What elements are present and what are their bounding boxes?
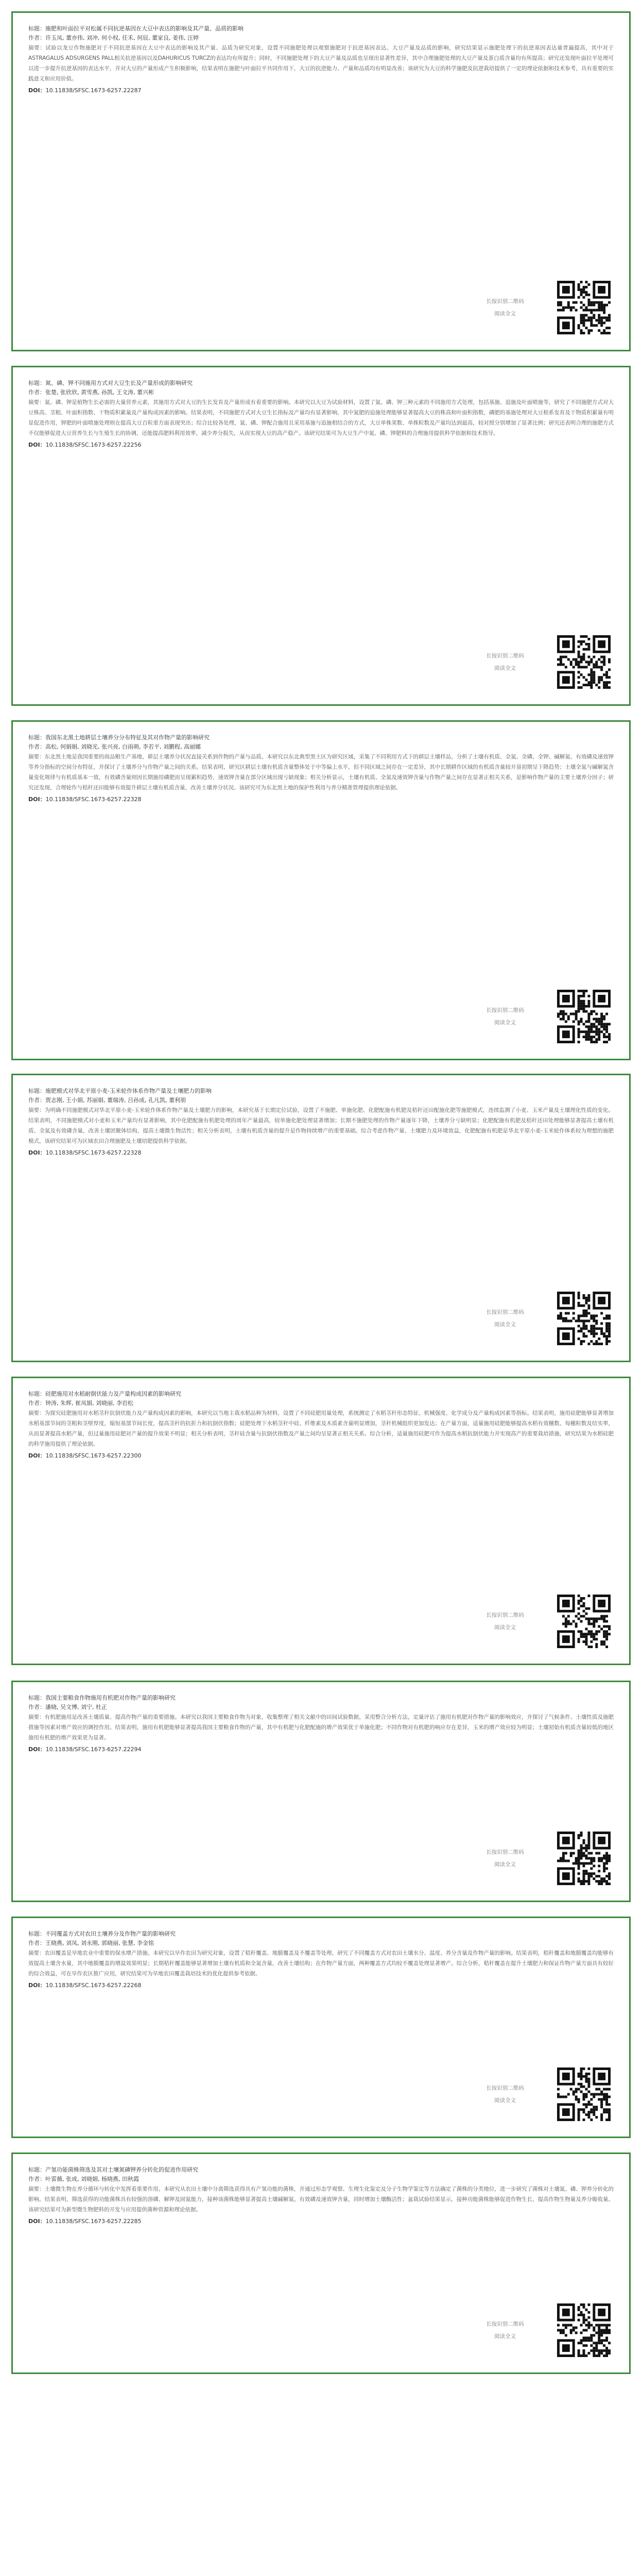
article-authors <box>28 388 614 397</box>
doi-label: DOI： <box>28 1149 46 1156</box>
article-content <box>28 1087 614 1158</box>
article-authors <box>28 1939 614 1948</box>
qr-caption <box>482 1609 528 1634</box>
title-text: 不同覆盖方式对农田土壤养分及作物产量的影响研究 <box>45 1930 176 1937</box>
article-doi[interactable] <box>28 2217 614 2226</box>
article-card-7 <box>11 1917 631 2138</box>
article-abstract: 摘要：农田覆盖是旱地农业中重要的保水增产措施。本研究以旱作农田为研究对象，设置了秸秆覆盖、地膜覆盖及不覆盖等处理，研究了不同覆盖方式对农田土壤水分、温度、养分含量及作物产量的影响。结果表明，秸秆覆盖和地膜覆盖均能够有效提高土壤含水量，其中地膜覆盖的增温效果明显；长期秸秆覆盖能够显著增加土壤有机质和全氮含量，改善土壤结构；在作物产量方面，两种覆盖方式均较不覆盖处理显著增产。综合分析，秸秆覆盖在提升土壤肥力和保证作物产量方面具有较好的综合效益，可在旱作农区推广应用，研究结果可为旱地农田覆盖栽培技术的优化提供参考依据。 <box>28 1950 614 1977</box>
doi-text: 10.11838/SFSC.1673-6257.22328 <box>45 1149 142 1156</box>
qr-scan-text: 长按识别二维码 <box>486 2085 524 2091</box>
doi-label: DOI： <box>28 442 46 448</box>
qr-read-text: 阅读全文 <box>494 2333 516 2340</box>
qr-caption <box>482 2318 528 2343</box>
qr-area <box>482 2303 611 2360</box>
qr-scan-text: 长按识别二维码 <box>486 653 524 659</box>
doi-text: 10.11838/SFSC.1673-6257.22294 <box>45 1746 142 1753</box>
doi-label: DOI： <box>28 87 46 94</box>
authors-label: 作者： <box>28 1400 45 1406</box>
title-text: 施肥模式对华北平原小麦-玉米轮作体系作物产量及土壤肥力的影响 <box>45 1088 212 1094</box>
doi-label: DOI： <box>28 2218 46 2225</box>
article-authors <box>28 1703 614 1712</box>
article-doi[interactable] <box>28 1745 614 1754</box>
article-content <box>28 24 614 95</box>
qr-code-icon[interactable] <box>557 1292 611 1345</box>
doi-text: 10.11838/SFSC.1673-6257.22300 <box>45 1452 142 1459</box>
qr-code-icon[interactable] <box>557 635 611 689</box>
authors-label: 作者： <box>28 2176 45 2182</box>
article-abstract: 摘要：有机肥施用是改善土壤质量、提高作物产量的重要措施。本研究以我国主要粮食作物为对象，收集整理了相关文献中的田间试验数据，采用整合分析方法，定量评估了施用有机肥对作物产量的影响效应，并探讨了气候条件、土壤性质及施肥措施等因素对增产效应的调控作用。结果表明，施用有机肥能够显著提高我国主要粮食作物的产量，其中有机肥与化肥配施的增产效果优于单施化肥；不同作物对有机肥的响应存在差异，玉米的增产效应较为明显；土壤初始有机质含量较低的地区施用有机肥的增产效果更为显著。 <box>28 1714 614 1741</box>
qr-caption <box>482 1846 528 1871</box>
qr-scan-text: 长按识别二维码 <box>486 1007 524 1013</box>
authors-text: 贾志刚, 王小娟, 苏丽娟, 董瑞涛, 吕孙成, 孔凡凯, 董利朋 <box>45 1097 186 1104</box>
qr-caption <box>482 650 528 674</box>
title-label: 标题： <box>28 1391 45 1397</box>
article-doi[interactable] <box>28 440 614 450</box>
article-abstract: 摘要：试验以龙豆作物施肥对于不同抗逆基因在大豆中表达的影响及其产量、品质为研究对象，设置不同施肥处理以观察施肥对于抗逆基因表达、大豆产量及品质的影响，研究结果显示施肥处理下的抗逆基因表达量普遍提高，其中对于ASTRAGALUS ADSURGENS PALL相关抗逆基因以及DAHURICUS TURCZ的表达均有所提升；同时，不同施肥处理下的大豆产量及品质也呈现出显著性差异，其中合理施肥处理的大豆产量及蛋白质含量均有所提高；研究还发现叶面拉平处理可以进一步提升抗逆基因的表达水平，并对大豆的产量形成产生积极影响，结果表明在施肥与叶面拉平共同作用下，大豆的抗逆能力、产量和品质均有明显改善；该研究为大豆的科学施肥及抗逆栽培提供了一定的理论依据和技术参考，具有重要的实践意义和应用价值。 <box>28 45 614 82</box>
authors-text: 许玉凤, 董亦伟, 刘冲, 何小权, 任禾, 何辰, 董家良, 姜伟, 汪婷 <box>45 35 199 41</box>
article-card-8 <box>11 2153 631 2374</box>
qr-area <box>482 2067 611 2124</box>
qr-read-text: 阅读全文 <box>494 2097 516 2104</box>
authors-text: 王晓燕, 刘凤, 刘永刚, 郭晓丽, 张慧, 李金铭 <box>45 1940 154 1946</box>
article-title <box>28 2165 614 2175</box>
article-abstract: 摘要：土壤微生物在养分循环与转化中发挥着重要作用。本研究从农田土壤中分离筛选获得具有产氢功能的菌株，并通过形态学观察、生理生化鉴定及分子生物学鉴定等方法确定了菌株的分类地位，进一步研究了菌株对土壤氮、磷、钾养分转化的影响。结果表明，筛选获得的功能菌株具有较强的溶磷、解钾及固氮能力，接种该菌株能够显著提高土壤碱解氮、有效磷及速效钾含量，同时增加土壤酶活性；盆栽试验结果显示，接种功能菌株能够促进作物生长，提高作物生物量及养分吸收量。该研究结果可为新型微生物肥料的开发与应用提供菌种资源和理论依据。 <box>28 2186 614 2213</box>
title-label: 标题： <box>28 25 45 32</box>
authors-label: 作者： <box>28 1704 45 1710</box>
qr-scan-text: 长按识别二维码 <box>486 298 524 304</box>
authors-text: 高松, 何娟娟, 刘晓光, 张兴亮, 白雨萌, 李若平, 刘鹏程, 高丽娜 <box>45 743 201 750</box>
article-doi[interactable] <box>28 86 614 95</box>
authors-text: 钟涛, 朱辉, 崔凤娟, 刘晓丽, 李岩松 <box>45 1400 133 1406</box>
authors-label: 作者： <box>28 743 45 750</box>
authors-label: 作者： <box>28 1940 45 1946</box>
doi-label: DOI： <box>28 796 46 803</box>
qr-code-icon[interactable] <box>557 281 611 334</box>
title-label: 标题： <box>28 1694 45 1701</box>
authors-text: 叶雷薇, 张成, 刘晓娟, 杨晓燕, 田秋霞 <box>45 2176 139 2182</box>
article-card-6 <box>11 1681 631 1902</box>
article-abstract: 摘要：氮、磷、钾是植物生长必需的大量营养元素，其施用方式对大豆的生长发育及产量形成有着重要的影响。本研究以大豆为试验材料，设置了氮、磷、钾三种元素的不同施用方式处理，包括基施、追施及叶面喷施等，研究了不同施肥方式对大豆株高、茎粗、叶面积指数、干物质积累量及产量构成因素的影响。结果表明，不同施肥方式对大豆生长指标及产量均有显著影响，其中氮肥的追施处理能够显著提高大豆的株高和叶面积指数，磷肥的基施处理对大豆根系发育及干物质积累量有明显促进作用，钾肥的叶面喷施处理则在提高大豆百粒重方面表现突出；综合比较各处理，氮、磷、钾配合施用且采用基施与追施相结合的方式，大豆单株荚数、单株粒数及产量均达到最高，较对照分别增加了显著比例；研究还表明合理的施肥方式不仅能够促进大豆营养生长与生殖生长的协调，还能提高肥料利用效率，减少养分损失，从而实现大豆的高产稳产。该研究结果可为大豆生产中氮、磷、钾肥料的合理施用提供科学依据和技术指导。 <box>28 399 614 436</box>
qr-scan-text: 长按识别二维码 <box>486 1612 524 1618</box>
title-text: 硅肥施用对水稻耐倒伏能力及产量构成因素的影响研究 <box>45 1391 181 1397</box>
article-title <box>28 733 614 742</box>
article-authors <box>28 1399 614 1408</box>
article-card-4 <box>11 1074 631 1362</box>
article-authors <box>28 742 614 752</box>
title-label: 标题： <box>28 2166 45 2173</box>
qr-scan-text: 长按识别二维码 <box>486 2321 524 2327</box>
article-title <box>28 379 614 388</box>
article-title <box>28 1693 614 1703</box>
article-card-2 <box>11 366 631 706</box>
qr-area <box>482 1292 611 1348</box>
article-content <box>28 1929 614 1990</box>
doi-text: 10.11838/SFSC.1673-6257.22287 <box>45 87 142 94</box>
article-content <box>28 2165 614 2226</box>
title-text: 我国东北黑土地耕层土壤养分分布特征及其对作物产量的影响研究 <box>45 734 210 741</box>
article-authors <box>28 33 614 43</box>
article-title <box>28 24 614 33</box>
article-content <box>28 1693 614 1754</box>
qr-caption <box>482 295 528 320</box>
title-label: 标题： <box>28 1088 45 1094</box>
authors-text: 潘晓, 吴文博, 刘宁, 杜正 <box>45 1704 107 1710</box>
qr-caption <box>482 2082 528 2107</box>
article-doi[interactable] <box>28 795 614 804</box>
authors-label: 作者： <box>28 1097 45 1104</box>
article-title <box>28 1929 614 1939</box>
doi-text: 10.11838/SFSC.1673-6257.22256 <box>45 442 142 448</box>
qr-scan-text: 长按识别二维码 <box>486 1849 524 1855</box>
qr-read-text: 阅读全文 <box>494 1020 516 1026</box>
title-label: 标题： <box>28 380 45 386</box>
doi-text: 10.11838/SFSC.1673-6257.22285 <box>45 2218 142 2225</box>
authors-label: 作者： <box>28 35 45 41</box>
qr-code-icon[interactable] <box>557 2303 611 2357</box>
authors-label: 作者： <box>28 389 45 396</box>
article-abstract: 摘要：东北黑土地是我国重要的商品粮生产基地，耕层土壤养分状况直接关系到作物的产量与品质。本研究以东北典型黑土区为研究区域，采集了不同利用方式下的耕层土壤样品，分析了土壤有机质、全氮、全磷、全钾、碱解氮、有效磷及速效钾等养分指标的空间分布特征，并探讨了土壤养分与作物产量之间的关系。结果表明，研究区耕层土壤有机质含量整体处于中等偏上水平，但不同区域之间存在一定差异，其中长期耕作区域的有机质含量较开垦初期呈下降趋势；土壤全氮与碱解氮含量变化规律与有机质基本一致，有效磷含量则因长期施用磷肥而呈现累积趋势，速效钾含量在部分区域出现亏缺现象；相关分析显示，土壤有机质、全氮及速效钾含量与作物产量之间存在显著正相关关系，是影响作物产量的主要土壤养分因子；研究还发现，合理轮作与秸秆还田能够有效提升耕层土壤有机质含量，改善土壤养分状况。该研究可为东北黑土地的保护性利用与养分精准管理提供理论依据。 <box>28 754 614 791</box>
qr-area <box>482 1832 611 1888</box>
article-abstract: 摘要：为探究硅肥施用对水稻茎秆抗倒伏能力及产量构成因素的影响，本研究以当地主栽水稻品种为材料，设置了不同硅肥用量处理，系统测定了水稻茎秆形态特征、机械强度、化学成分及产量构成因素等指标。结果表明，施用硅肥能够显著增加水稻基部节间的茎粗和茎壁厚度，缩短基部节间长度，提高茎秆的抗折力和抗倒伏指数；硅肥处理下水稻茎秆中硅、纤维素及木质素含量明显增加，茎秆机械组织更加发达；在产量方面，适量施用硅肥能够提高水稻有效穗数、每穗粒数及结实率，从而显著提高水稻产量，但过量施用硅肥对产量的提升效果不明显；相关分析表明，茎秆硅含量与抗倒伏指数及产量之间均呈显著正相关关系。综合分析，适量施用硅肥可作为提高水稻抗倒伏能力并实现高产的重要栽培措施，研究结果为水稻硅肥的科学施用提供了理论依据。 <box>28 1410 614 1447</box>
qr-code-icon[interactable] <box>557 1595 611 1648</box>
article-card-3 <box>11 720 631 1060</box>
title-text: 施肥和叶面拉平对松属不同抗逆基因在大豆中表达的影响及其产量、品质的影响 <box>45 25 244 32</box>
article-content <box>28 379 614 450</box>
title-label: 标题： <box>28 734 45 741</box>
title-text: 产氢功能菌株筛选及其对土壤氮磷钾养分转化的促进作用研究 <box>45 2166 198 2173</box>
qr-code-icon[interactable] <box>557 1832 611 1885</box>
qr-read-text: 阅读全文 <box>494 1624 516 1631</box>
article-content <box>28 1389 614 1461</box>
qr-caption <box>482 1004 528 1029</box>
article-card-1 <box>11 11 631 351</box>
article-card-5 <box>11 1377 631 1665</box>
article-abstract: 摘要：为明确不同施肥模式对华北平原小麦-玉米轮作体系作物产量及土壤肥力的影响，本研究基于长期定位试验，设置了不施肥、单施化肥、化肥配施有机肥及秸秆还田配施化肥等施肥模式，连续监测了小麦、玉米产量及土壤理化性质的变化。结果表明，不同施肥模式对小麦和玉米产量均有显著影响，其中化肥配施有机肥处理的周年产量最高，较单施化肥处理显著增加；长期不施肥处理的作物产量逐年下降，土壤养分亏缺明显；化肥配施有机肥及秸秆还田处理能够显著提高土壤有机质、全氮及有效磷含量，改善土壤团聚体结构，提高土壤微生物活性；相关分析表明，土壤有机质含量的提升是作物持续增产的重要基础。综合考虑作物产量、土壤肥力及环境效益，化肥配施有机肥是华北平原小麦-玉米轮作体系较为理想的施肥模式，该研究结果可为区域农田合理施肥及土壤培肥提供科学依据。 <box>28 1107 614 1144</box>
qr-area <box>482 281 611 337</box>
doi-text: 10.11838/SFSC.1673-6257.22328 <box>45 796 142 803</box>
qr-read-text: 阅读全文 <box>494 665 516 671</box>
title-text: 我国主要粮食作物施用有机肥对作物产量的影响研究 <box>45 1694 176 1701</box>
title-label: 标题： <box>28 1930 45 1937</box>
qr-area <box>482 990 611 1046</box>
qr-area <box>482 1595 611 1651</box>
title-text: 氮、磷、钾不同施用方式对大豆生长及产量形成的影响研究 <box>45 380 193 386</box>
qr-read-text: 阅读全文 <box>494 1861 516 1868</box>
doi-text: 10.11838/SFSC.1673-6257.22268 <box>45 1982 142 1989</box>
qr-code-icon[interactable] <box>557 990 611 1043</box>
article-title <box>28 1087 614 1096</box>
qr-caption <box>482 1306 528 1331</box>
article-doi[interactable] <box>28 1451 614 1461</box>
article-doi[interactable] <box>28 1981 614 1990</box>
article-authors <box>28 1096 614 1105</box>
authors-text: 张楚, 张欣欣, 黄雪燕, 孙凯, 王文涛, 董兴彬 <box>45 389 154 396</box>
qr-code-icon[interactable] <box>557 2067 611 2121</box>
article-authors <box>28 2175 614 2184</box>
qr-read-text: 阅读全文 <box>494 1321 516 1328</box>
doi-label: DOI： <box>28 1452 46 1459</box>
article-content <box>28 733 614 804</box>
article-doi[interactable] <box>28 1148 614 1158</box>
qr-scan-text: 长按识别二维码 <box>486 1309 524 1315</box>
qr-area <box>482 635 611 692</box>
qr-read-text: 阅读全文 <box>494 311 516 317</box>
article-title <box>28 1389 614 1399</box>
doi-label: DOI： <box>28 1746 46 1753</box>
doi-label: DOI： <box>28 1982 46 1989</box>
